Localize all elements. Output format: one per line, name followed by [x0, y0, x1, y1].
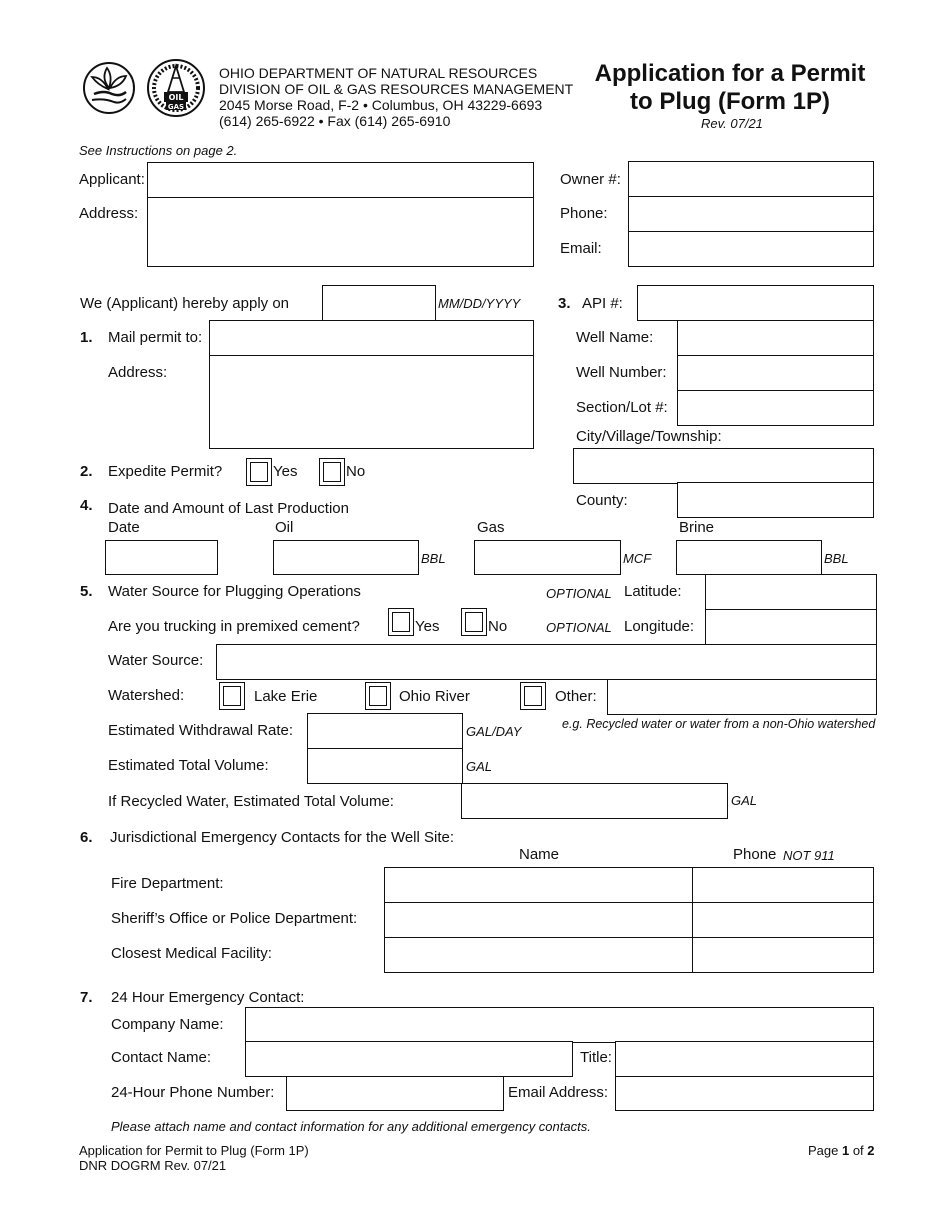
- watershed-lake-erie-checkbox[interactable]: [219, 682, 245, 710]
- instructions-note: See Instructions on page 2.: [79, 143, 238, 158]
- email-label: Email:: [560, 240, 602, 257]
- county-label: County:: [576, 492, 628, 509]
- contact-name-input[interactable]: [245, 1041, 573, 1077]
- production-brine-input[interactable]: [676, 540, 822, 575]
- section-2-number: 2.: [80, 463, 93, 480]
- date-format-hint: MM/DD/YYYY: [438, 296, 521, 311]
- company-name-label: Company Name:: [111, 1016, 224, 1033]
- trucking-yes-checkbox[interactable]: [388, 608, 414, 636]
- section-lot-label: Section/Lot #:: [576, 399, 668, 416]
- owner-number-label: Owner #:: [560, 171, 621, 188]
- brine-unit: BBL: [824, 551, 849, 566]
- contact-email-label: Email Address:: [508, 1084, 609, 1101]
- contact-title-input[interactable]: [615, 1041, 874, 1077]
- emergency-phone-input[interactable]: [286, 1076, 504, 1111]
- watershed-other-note: e.g. Recycled water or water from a non-Ohio watershed: [562, 717, 876, 731]
- org-phone-fax: (614) 265-6922 • Fax (614) 265-6910: [219, 113, 451, 129]
- trucking-no-checkbox[interactable]: [461, 608, 487, 636]
- org-name: OHIO DEPARTMENT OF NATURAL RESOURCES: [219, 65, 538, 81]
- form-title-line1: Application for a Permit: [594, 60, 866, 87]
- watershed-ohio-river-label: Ohio River: [399, 688, 470, 705]
- mail-address-input[interactable]: [209, 355, 534, 449]
- contacts-name-header: Name: [519, 846, 560, 863]
- medical-facility-label: Closest Medical Facility:: [111, 945, 272, 962]
- withdrawal-rate-unit: GAL/DAY: [466, 724, 522, 739]
- recycled-volume-unit: GAL: [731, 793, 758, 808]
- api-label: API #:: [582, 295, 623, 312]
- production-oil-input[interactable]: [273, 540, 419, 575]
- phone-label: Phone:: [560, 205, 608, 222]
- latitude-optional-tag: OPTIONAL: [546, 586, 612, 601]
- city-township-input[interactable]: [573, 448, 874, 484]
- expedite-label: Expedite Permit?: [108, 463, 223, 480]
- production-gas-header: Gas: [477, 519, 505, 536]
- expedite-no-checkbox[interactable]: [319, 458, 345, 486]
- water-source-heading: Water Source for Plugging Operations: [108, 583, 361, 600]
- form-title-line2: to Plug (Form 1P): [630, 88, 830, 115]
- production-gas-input[interactable]: [474, 540, 621, 575]
- applicant-address-label: Address:: [79, 205, 139, 222]
- mail-address-label: Address:: [108, 364, 168, 381]
- production-date-header: Date: [108, 519, 140, 536]
- medical-facility-phone-input[interactable]: [692, 937, 874, 973]
- email-input[interactable]: [628, 231, 874, 267]
- trucking-no-label: No: [488, 618, 508, 635]
- police-department-name-input[interactable]: [384, 902, 693, 938]
- mail-permit-label: Mail permit to:: [108, 329, 203, 346]
- emergency-contacts-heading: Jurisdictional Emergency Contacts for the Well Site:: [110, 829, 455, 846]
- longitude-optional-tag: OPTIONAL: [546, 620, 612, 635]
- trucking-yes-label: Yes: [415, 618, 440, 635]
- last-production-label: Date and Amount of Last Production: [108, 500, 349, 517]
- production-date-input[interactable]: [105, 540, 218, 575]
- water-source-input[interactable]: [216, 644, 877, 680]
- county-input[interactable]: [677, 482, 874, 518]
- section-5-number: 5.: [80, 583, 93, 600]
- section-1-number: 1.: [80, 329, 93, 346]
- expedite-no-label: No: [346, 463, 366, 480]
- withdrawal-rate-input[interactable]: [307, 713, 463, 749]
- latitude-input[interactable]: [705, 574, 877, 610]
- org-address: 2045 Morse Road, F-2 • Columbus, OH 43229-6693: [219, 97, 543, 113]
- section-lot-input[interactable]: [677, 390, 874, 426]
- longitude-label: Longitude:: [624, 618, 695, 635]
- svg-text:GAS: GAS: [167, 103, 185, 111]
- production-brine-header: Brine: [679, 519, 715, 536]
- owner-number-input[interactable]: [628, 161, 874, 197]
- section-6-number: 6.: [80, 829, 93, 846]
- emergency-phone-label: 24-Hour Phone Number:: [111, 1084, 275, 1101]
- page-number: Page 1 of 2: [808, 1143, 875, 1158]
- hand-plant-logo-icon: [80, 58, 138, 116]
- production-oil-header: Oil: [275, 519, 294, 536]
- section-7-number: 7.: [80, 989, 93, 1006]
- company-name-input[interactable]: [245, 1007, 874, 1043]
- contact-email-input[interactable]: [615, 1076, 874, 1111]
- longitude-input[interactable]: [705, 609, 877, 645]
- apply-on-label: We (Applicant) hereby apply on: [80, 295, 290, 312]
- trucking-cement-label: Are you trucking in premixed cement?: [108, 618, 360, 635]
- recycled-volume-input[interactable]: [461, 783, 728, 819]
- recycled-volume-label: If Recycled Water, Estimated Total Volume:: [108, 793, 394, 810]
- attach-contacts-note: Please attach name and contact information for any additional emergency contacts.: [111, 1119, 591, 1134]
- gas-unit: MCF: [623, 551, 652, 566]
- watershed-lake-erie-label: Lake Erie: [254, 688, 318, 705]
- footer-form-code: DNR DOGRM Rev. 07/21: [79, 1158, 227, 1173]
- total-volume-input[interactable]: [307, 748, 463, 784]
- watershed-other-checkbox[interactable]: [520, 682, 546, 710]
- svg-text:OIL: OIL: [168, 93, 184, 102]
- section-3-number: 3.: [558, 295, 571, 312]
- applicant-input[interactable]: [147, 162, 534, 198]
- water-source-label: Water Source:: [108, 652, 204, 669]
- contacts-phone-note: NOT 911: [783, 848, 835, 863]
- mail-permit-input[interactable]: [209, 320, 534, 356]
- apply-date-input[interactable]: [322, 285, 436, 321]
- well-number-label: Well Number:: [576, 364, 667, 381]
- latitude-label: Latitude:: [624, 583, 682, 600]
- fire-department-label: Fire Department:: [111, 875, 224, 892]
- expedite-yes-label: Yes: [273, 463, 298, 480]
- form-revision: Rev. 07/21: [701, 116, 763, 131]
- well-name-input[interactable]: [677, 320, 874, 356]
- well-name-label: Well Name:: [576, 329, 654, 346]
- applicant-label: Applicant:: [79, 171, 145, 188]
- watershed-label: Watershed:: [108, 687, 185, 704]
- withdrawal-rate-label: Estimated Withdrawal Rate:: [108, 722, 294, 739]
- medical-facility-name-input[interactable]: [384, 937, 693, 973]
- applicant-address-input[interactable]: [147, 197, 534, 267]
- watershed-ohio-river-checkbox[interactable]: [365, 682, 391, 710]
- well-number-input[interactable]: [677, 355, 874, 391]
- expedite-yes-checkbox[interactable]: [246, 458, 272, 486]
- police-department-phone-input[interactable]: [692, 902, 874, 938]
- fire-department-name-input[interactable]: [384, 867, 693, 903]
- contact-title-label: Title:: [580, 1049, 612, 1066]
- oil-unit: BBL: [421, 551, 446, 566]
- total-volume-unit: GAL: [466, 759, 493, 774]
- phone-input[interactable]: [628, 196, 874, 232]
- police-department-label: Sheriff’s Office or Police Department:: [111, 910, 358, 927]
- api-input[interactable]: [637, 285, 874, 321]
- watershed-other-input[interactable]: [607, 679, 877, 715]
- section-4-number: 4.: [80, 497, 93, 514]
- contact-name-label: Contact Name:: [111, 1049, 212, 1066]
- fire-department-phone-input[interactable]: [692, 867, 874, 903]
- contacts-phone-header: Phone: [733, 846, 777, 863]
- footer-form-name: Application for Permit to Plug (Form 1P): [79, 1143, 309, 1158]
- watershed-other-label: Other:: [555, 688, 597, 705]
- division-name: DIVISION OF OIL & GAS RESOURCES MANAGEMENT: [219, 81, 574, 97]
- city-township-label: City/Village/Township:: [576, 428, 722, 445]
- emergency-contact-heading: 24 Hour Emergency Contact:: [111, 989, 305, 1006]
- total-volume-label: Estimated Total Volume:: [108, 757, 269, 774]
- oil-gas-seal-logo-icon: [146, 58, 206, 118]
